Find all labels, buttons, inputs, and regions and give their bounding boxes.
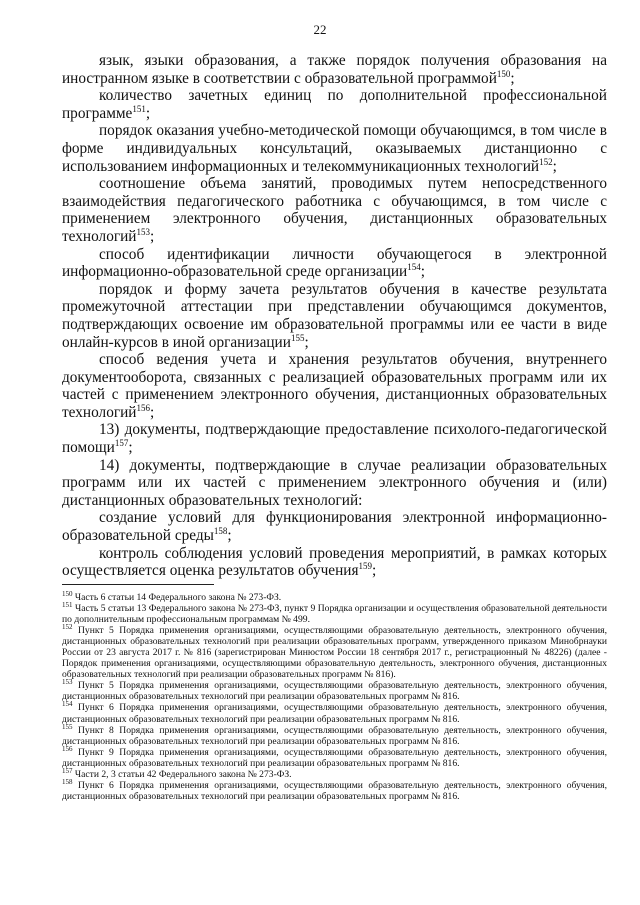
paragraph-end: ; [510,69,515,87]
paragraph-end: ; [420,263,425,281]
footnote-text: Часть 6 статьи 14 Федерального закона № 273-ФЗ. [74,592,282,603]
paragraph [62,509,607,544]
paragraph-end: ; [372,562,377,580]
footnote [62,625,607,680]
paragraph-text: 14) документы, подтверждающие в случае реализации образовательных программ или их частей с применением электронного обучения и (или) дистанционных образовательных технологий: [62,456,607,509]
footnote-number: 153 [62,678,73,687]
paragraph-text: контроль соблюдения условий проведения мероприятий, в рамках которых осуществляется оценка результатов обучения [62,544,607,580]
footnote-ref: 157 [114,438,129,449]
footnote-ref: 155 [290,332,305,343]
page-number: 22 [313,22,327,37]
footnote-text: Пункт 5 Порядка применения организациями, осуществляющими образовательную деятельность, электронного обучения, дистанционных образовательных технологий при реализации образовательных программ, утвержденного приказом Минобрнауки России от 23 августа 2017 г. № 816 (зарегистрирован Минюстом России 18 сентября 2017 г., регистрационный № 48226) (далее - Порядок применения организациями, осуществляющими образовательную деятельность, электронного обучения, дистанционных образовательных технологий при реализации образовательных программ № 816). [62,625,607,681]
footnote [62,680,607,702]
paragraph [62,122,607,175]
footnote-ref: 158 [213,526,228,537]
footnote-number: 154 [62,700,73,709]
footnote-ref: 150 [496,68,511,79]
paragraph-text: язык, языки образования, а также порядок получения образования на иностранном языке в соответствии с образовательной программой [62,52,607,87]
footnote-ref: 153 [136,226,150,237]
paragraph [62,457,607,510]
footnote-text: Пункт 5 Порядка применения организациями, осуществляющими образовательную деятельность, электронного обучения, дистанционных образовательных технологий при реализации образовательных программ № 816. [62,680,607,703]
footnote-number: 155 [62,722,73,731]
paragraph-text: способ идентификации личности обучающегося в электронной информационно-образовательной среде организации [62,245,607,281]
footnote-text: Пункт 6 Порядка применения организациями, осуществляющими образовательную деятельность, электронного обучения, дистанционных образовательных технологий при реализации образовательных программ № 816. [62,779,607,802]
footnote-ref: 151 [132,103,146,114]
paragraph-text: создание условий для функционирования электронной информационно-образовательной среды [62,509,607,545]
paragraph-end: ; [149,403,155,421]
paragraph-text: порядок оказания учебно-методической помощи обучающимся, в том числе в форме индивидуальных консультаций, оказываемых дистанционно с использованием информационных и телекоммуникационных технологий [62,122,607,175]
footnote-text: Часть 5 статьи 13 Федерального закона № 273-ФЗ, пункт 9 Порядка организации и осуществления образовательной деятельности по дополнительным профессиональным программам № 499. [62,603,607,626]
footnote [62,744,607,769]
footnote-ref: 154 [407,262,421,273]
paragraph-text: количество зачетных единиц по дополнительной профессиональной программе [62,87,607,122]
footnote-text: Пункт 9 Порядка применения организациями, осуществляющими образовательную деятельность, электронного обучения, дистанционных образовательных технологий при реализации образовательных программ № 816. [62,746,607,769]
paragraph-end: ; [149,227,155,245]
body-text [62,52,607,580]
footnote-ref: 152 [539,156,553,167]
footnote-ref: 159 [358,561,372,572]
footnotes [62,592,607,802]
paragraph-text: 13) документы, подтверждающие предоставление психолого-педагогической помощи [62,421,607,457]
paragraph [62,52,607,87]
footnote [62,722,607,747]
paragraph-text: соотношение объема занятий, проводимых путем непосредственного взаимодействия педагогического работника с обучающимся, в том числе с применением электронного обучения, дистанционных образовательных технологий [62,175,607,245]
footnote-number: 158 [62,777,73,786]
paragraph-text: способ ведения учета и хранения результатов обучения, внутреннего документооборота, связанных с реализацией образовательных программ или их частей с применением электронного обучения, дистанционных образовательных технологий [62,351,607,421]
paragraph-end: ; [552,157,557,175]
paragraph-end: ; [145,104,151,122]
paragraph-end: ; [128,439,133,457]
footnote-number: 157 [62,766,73,775]
paragraph-text: порядок и форму зачета результатов обучения в качестве результата промежуточной аттестации при представлении обучающимся документов, подтверждающих освоение им образовательной программы или ее части в виде онлайн-курсов в иной организации [62,280,607,351]
paragraph [62,87,607,122]
footnote-separator [62,584,214,585]
paragraph [62,421,607,456]
paragraph [62,175,607,245]
paragraph [62,545,607,580]
footnote [62,766,607,780]
paragraph-end: ; [227,527,232,545]
footnote-text: Части 2, 3 статьи 42 Федерального закона № 273-ФЗ. [74,768,292,780]
footnote-number: 152 [62,623,73,632]
footnote-text: Пункт 8 Порядка применения организациями, осуществляющими образовательную деятельность, электронного обучения, дистанционных образовательных технологий при реализации образовательных программ № 816. [62,724,607,747]
footnote [62,603,607,625]
paragraph [62,351,607,421]
footnote-text: Пункт 6 Порядка применения организациями, осуществляющими образовательную деятельность, электронного обучения, дистанционных образовательных технологий при реализации образовательных программ № 816. [62,702,607,725]
footnote-number: 151 [62,601,73,610]
footnote-number: 156 [62,744,73,753]
paragraph [62,281,607,351]
footnote-number: 150 [62,590,73,598]
footnote [62,592,607,603]
paragraph-end: ; [304,333,309,351]
paragraph [62,246,607,281]
footnote [62,777,607,802]
footnote-ref: 156 [136,402,150,413]
footnote [62,702,607,724]
